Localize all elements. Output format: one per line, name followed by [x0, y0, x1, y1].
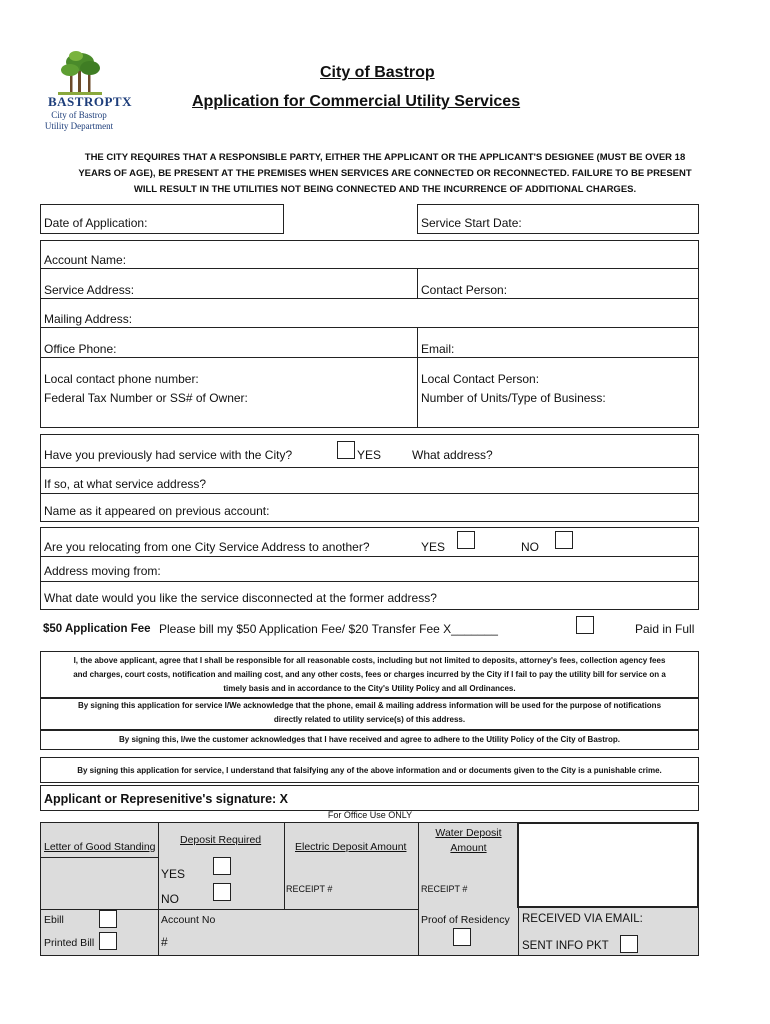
account-name-label: Account Name: [44, 253, 127, 267]
water-deposit-label-2: Amount [450, 842, 487, 854]
sent-info-label: SENT INFO PKT [522, 940, 609, 952]
mailing-address-label: Mailing Address: [44, 312, 133, 326]
signature-label: Applicant or Represenitive's signature: X [44, 792, 289, 806]
relocating-no-label: NO [521, 540, 539, 554]
terms-1-line3: timely basis and in accordance to the City's Utility Policy and all Ordinances. [223, 684, 516, 693]
if-so-label: If so, at what service address? [44, 477, 207, 491]
logo-line2: Utility Department [44, 121, 114, 131]
terms-block-3 [40, 730, 699, 750]
notice-line1: THE CITY REQUIRES THAT A RESPONSIBLE PARTY, EITHER THE APPLICANT OR THE APPLICANT'S DESIGNEE (MUST BE OVER 18 [84, 152, 686, 163]
terms-block-4 [40, 757, 699, 783]
deposit-required-label: Deposit Required [180, 834, 262, 846]
terms-4-text: By signing this application for service, I understand that falsifying any of the above information and or documents given to the City is a punishable crime. [77, 766, 662, 775]
local-contact-phone-label: Local contact phone number: [44, 372, 199, 386]
date-of-application-field[interactable] [40, 204, 284, 234]
contact-person-label: Contact Person: [421, 283, 508, 297]
deposit-no-label: NO [161, 892, 179, 906]
previous-service-block [40, 434, 699, 522]
date-of-application-label: Date of Application: [44, 216, 148, 230]
office-use-header: For Office Use ONLY [327, 810, 413, 820]
service-start-date-label: Service Start Date: [421, 216, 522, 230]
previous-service-question: Have you previously had service with the City? [44, 448, 293, 462]
electric-deposit-label: Electric Deposit Amount [295, 841, 407, 853]
terms-3-text: By signing this, I/we the customer acknowledges that I have received and agree to adhere to the Utility Policy of the City of Bastrop. [119, 735, 620, 744]
water-deposit-label-1: Water Deposit [435, 827, 502, 839]
office-phone-label: Office Phone: [44, 342, 117, 356]
ebill-label: Ebill [44, 914, 64, 926]
terms-block-2 [40, 698, 699, 730]
logo-line1: City of Bastrop [51, 110, 107, 120]
deposit-yes-checkbox[interactable] [213, 857, 231, 875]
terms-2-line1: By signing this application for service I/We acknowledge that the phone, email & mailing address information will be used for the purpose of notifications [77, 701, 662, 710]
page-subtitle: Application for Commercial Utility Services [192, 93, 521, 110]
federal-tax-label: Federal Tax Number or SS# of Owner: [44, 391, 248, 405]
notice-line3: WILL RESULT IN THE UTILITIES NOT BEING CONNECTED AND THE INCURRENCE OF ADDITIONAL CHARGES. [133, 184, 637, 195]
ebill-checkbox[interactable] [99, 910, 117, 928]
terms-1-line2: and charges, court costs, notification and mailing cost, and any other costs, fees or charges incurred by the City if I fail to pay the utility bill for service on a [73, 670, 666, 679]
sent-info-checkbox[interactable] [620, 935, 638, 953]
proof-residency-checkbox[interactable] [453, 928, 471, 946]
receipt-water-label: RECEIPT # [421, 884, 468, 894]
local-contact-person-label: Local Contact Person: [421, 372, 540, 386]
terms-1-line1: I, the above applicant, agree that I shall be responsible for all reasonable costs, including but not limited to deposits, attorney's fees, collection agency fees [73, 656, 666, 665]
disconnect-date-label: What date would you like the service disconnected at the former address? [44, 591, 437, 605]
letter-good-standing-label: Letter of Good Standing [44, 841, 156, 853]
logo-brand: BASTROPTX [48, 94, 132, 109]
terms-block-1 [40, 651, 699, 698]
fee-label: $50 Application Fee [43, 623, 151, 635]
palm-tree-icon [44, 50, 116, 96]
email-label: Email: [421, 342, 455, 356]
deposit-yes-label: YES [161, 867, 186, 881]
name-as-label: Name as it appeared on previous account: [44, 504, 270, 518]
receipt-electric-label: RECEIPT # [286, 884, 333, 894]
received-email-label: RECEIVED VIA EMAIL: [522, 913, 643, 925]
proof-residency-label: Proof of Residency [421, 914, 510, 926]
page-title: City of Bastrop [320, 64, 435, 81]
account-no-label: Account No [161, 914, 216, 926]
fee-bill-text: Please bill my $50 Application Fee/ $20 Transfer Fee X_______ [159, 622, 498, 636]
account-hash-label: # [161, 935, 168, 949]
previous-yes-checkbox[interactable] [337, 441, 355, 459]
what-address-label: What address? [412, 448, 493, 462]
relocating-no-checkbox[interactable] [555, 531, 573, 549]
notes-box[interactable] [517, 822, 699, 908]
units-type-label: Number of Units/Type of Business: [421, 391, 606, 405]
relocating-yes-checkbox[interactable] [457, 531, 475, 549]
account-info-block [40, 240, 699, 428]
printed-bill-label: Printed Bill [44, 937, 95, 949]
notice-line2: YEARS OF AGE), BE PRESENT AT THE PREMISES WHEN SERVICES ARE CONNECTED OR RECONNECTED. FAILURE TO BE PRESENT [78, 168, 692, 179]
service-start-date-field[interactable] [417, 204, 699, 234]
paid-in-full-label: Paid in Full [635, 622, 695, 636]
signature-field[interactable] [40, 785, 699, 811]
service-address-label: Service Address: [44, 283, 135, 297]
city-logo [44, 50, 132, 136]
deposit-no-checkbox[interactable] [213, 883, 231, 901]
previous-yes-label: YES [357, 448, 382, 462]
terms-2-line2: directly related to utility service(s) of this address. [273, 715, 466, 724]
printed-bill-checkbox[interactable] [99, 932, 117, 950]
relocating-block [40, 527, 699, 610]
paid-in-full-checkbox[interactable] [576, 616, 594, 634]
moving-from-label: Address moving from: [44, 564, 161, 578]
relocating-question: Are you relocating from one City Service Address to another? [44, 540, 370, 554]
relocating-yes-label: YES [421, 540, 446, 554]
